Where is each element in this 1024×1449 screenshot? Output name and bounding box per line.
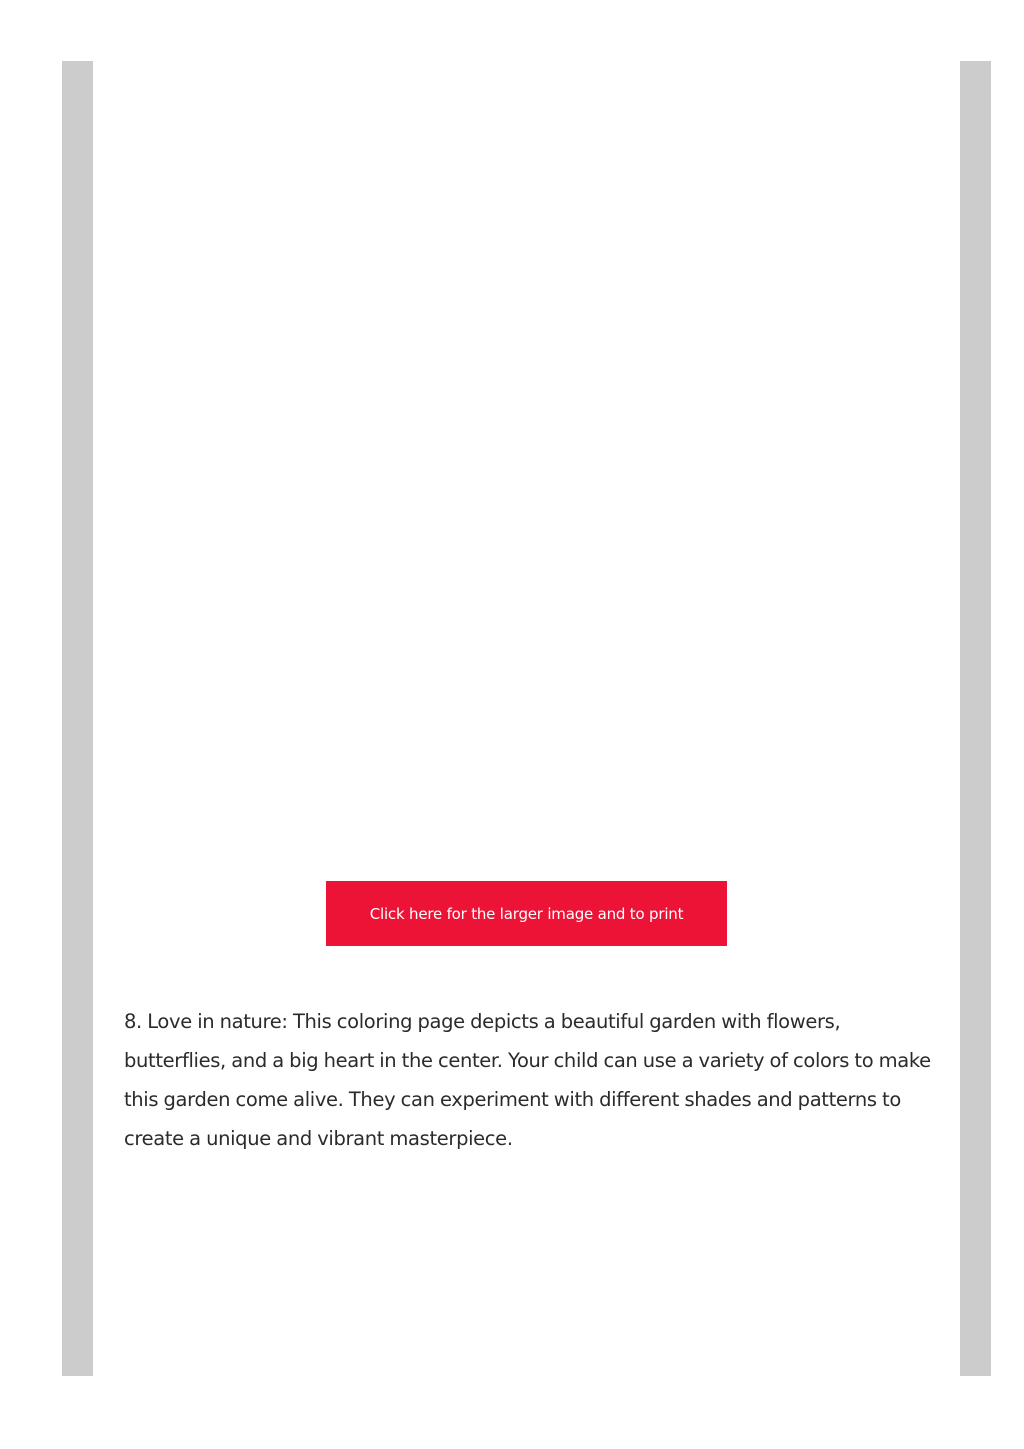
main-content (93, 61, 960, 1376)
right-side-bar (960, 61, 991, 1376)
coloring-page-image (93, 61, 960, 871)
larger-image-print-button[interactable]: Click here for the larger image and to print (326, 881, 727, 946)
left-side-bar (62, 61, 93, 1376)
article-paragraph: 8. Love in nature: This coloring page depicts a beautiful garden with flowers, butterflies, and a big heart in the center. Your child can use a variety of colors to make this garden come alive. They can experiment with different shades and patterns to create a unique and vibrant masterpiece. (124, 1010, 931, 1150)
